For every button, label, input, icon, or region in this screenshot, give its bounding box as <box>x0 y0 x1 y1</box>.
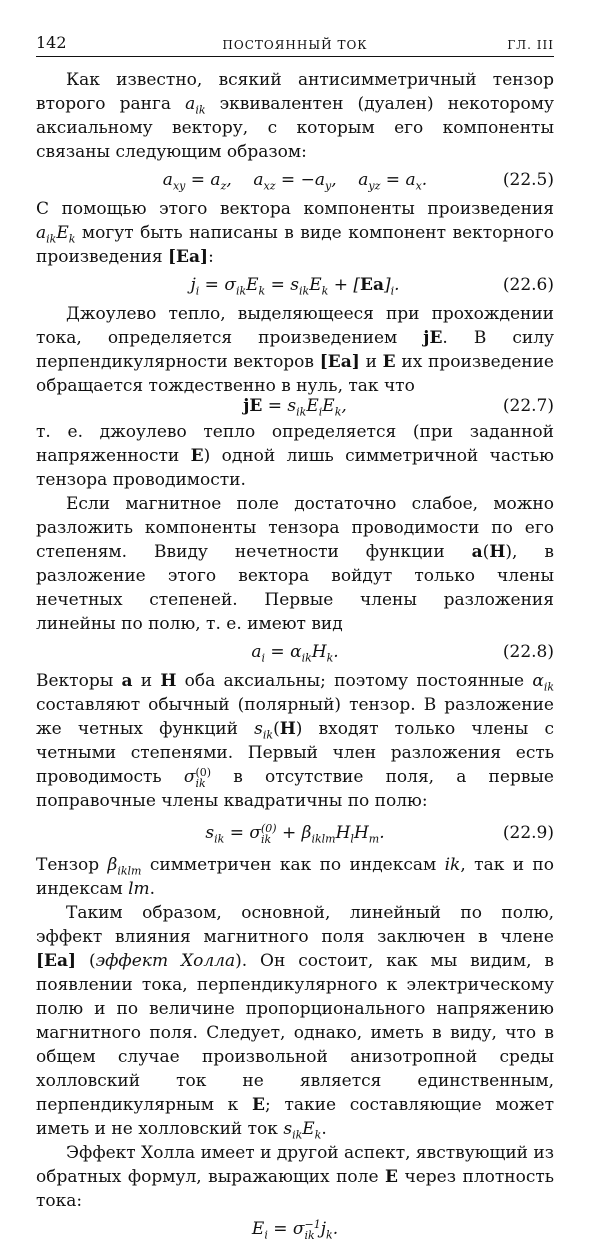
equation-22-9: $s_{ik} = \sigma$ (0) ik + $\beta_{iklm}H_lH_m$. (22.9) <box>36 813 554 853</box>
page-body <box>36 68 554 1246</box>
paragraph-6: Векторы a и H оба аксиальны; поэтому постоянные $\alpha_{ik}$ составляют обычный (полярный) тензор. В разложение же четных функций $s_{ik}(H)$ входят только члены с четными степенями. Первый член разложения есть проводимость σ (0) ik в отсутствие поля, а первые поправочные члены квадратичны по полю: <box>36 671 555 811</box>
paragraph-9: Эффект Холла имеет и другой аспект, явствующий из обратных формул, выражающих поле E через плотность тока: <box>36 1143 554 1211</box>
page-number: 142 <box>36 33 67 52</box>
equation-inverse-hall: $E_i = \sigma$ −1 ik $j_k$. <box>251 1218 339 1242</box>
paragraph-2: С помощью этого вектора компоненты произведения $a_{ik}E_k$ могут быть написаны в виде компонент векторного произведения [Ea]: <box>36 199 554 267</box>
equation-22-6: $j_i = \sigma_{ik}E_k = s_{ik}E_k + [Ea]_i$. (22.6) <box>36 269 554 302</box>
equation-number: (22.7) <box>502 396 554 416</box>
paragraph-8: Таким образом, основной, линейный по полю, эффект влияния магнитного поля заключен в члене [Ea] (эффект Холла). Он состоит, как мы видим, в появлении тока, перпендикулярного к электрическому полю и по величине пропорционального напряжению магнитного поля. Следует, однако, иметь в виду, что в общем случае произвольной анизотропной среды холловский ток не является единственным, перпендикулярным к E; такие составляющие может иметь и не холловский ток $s_{ik}E_k$. <box>36 903 554 1142</box>
equation-number: (22.9) <box>502 823 554 843</box>
paragraph-7: Тензор $\beta_{iklm}$ симметричен как по индексам ik, так и по индексам lm. <box>36 855 554 899</box>
paragraph-3: Джоулево тепло, выделяющееся при прохождении тока, определяется произведением jE. В силу перпендикулярности векторов [Ea] и E их произведение обращается тождественно в нуль, так что <box>36 304 554 396</box>
paragraph-4: т. е. джоулево тепло определяется (при заданной напряженности E) одной лишь симметричной частью тензора проводимости. <box>36 422 554 490</box>
equation-22-7: jE = $s_{ik}E_iE_k$, (22.7) <box>36 392 554 420</box>
paragraph-5: Если магнитное поле достаточно слабое, можно разложить компоненты тензора проводимости по его степеням. Ввиду нечетности функции a(H), в разложение этого вектора войдут только члены нечетных степеней. Первые члены разложения линейны по полю, т. е. имеют вид <box>36 494 554 634</box>
running-title: ПОСТОЯННЫЙ ТОК <box>222 38 368 52</box>
equation-number: (22.6) <box>502 275 554 295</box>
equation-number: (22.8) <box>502 642 554 662</box>
equation-number: (22.5) <box>502 170 554 190</box>
equation-22-5: $a_{xy} = a_z$, $a_{xz} = -a_y$, $a_{yz} = a_x$. (22.5) <box>36 164 554 197</box>
paragraph-1: Как известно, всякий антисимметричный тензор второго ранга $a_{ik}$ эквивалентен (дуален) некоторому аксиальному вектору, с которым его компоненты связаны следующим образом: <box>36 70 554 162</box>
chapter-label: ГЛ. III <box>507 38 554 52</box>
equation-22-8: $a_i = \alpha_{ik}H_k$. (22.8) <box>36 636 554 669</box>
running-header <box>36 34 554 57</box>
